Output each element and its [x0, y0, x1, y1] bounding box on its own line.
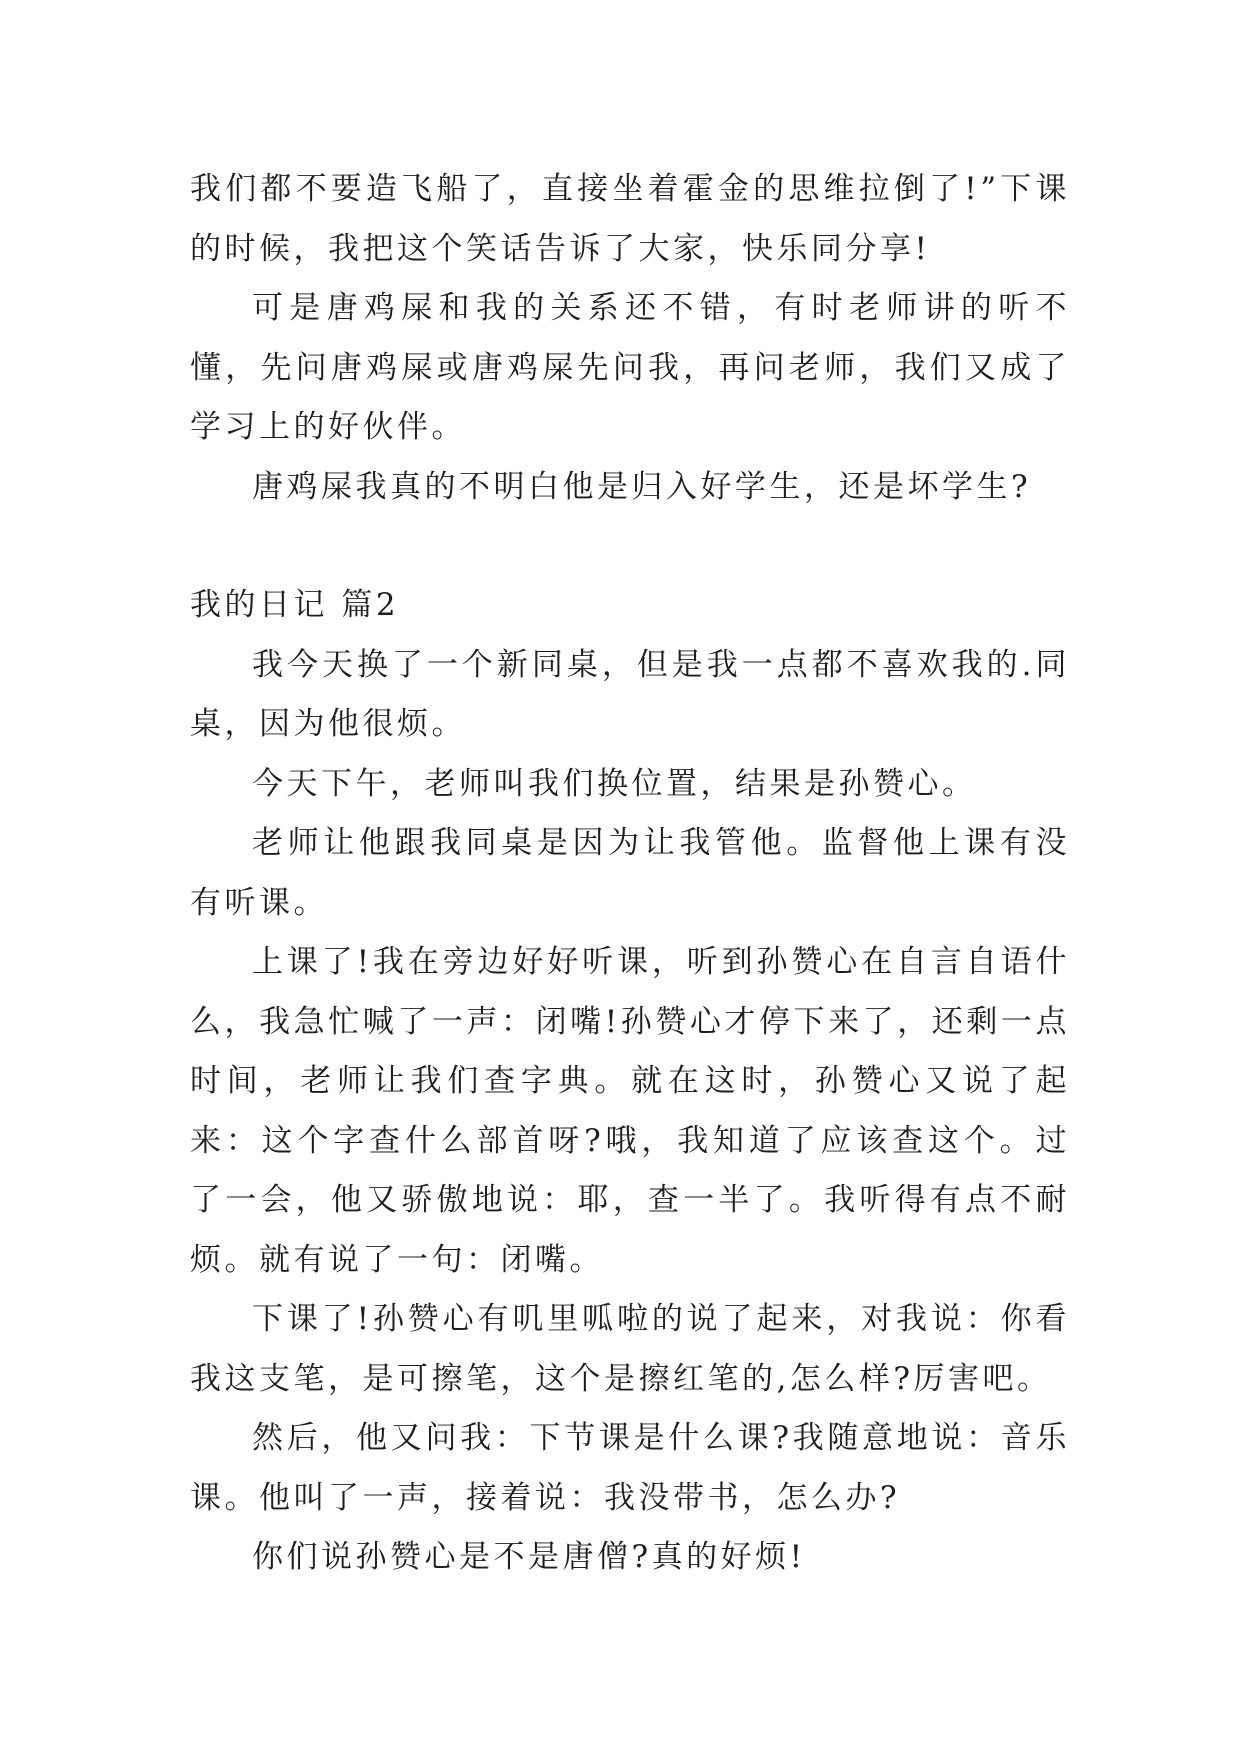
paragraph: 唐鸡屎我真的不明白他是归入好学生，还是坏学生? — [252, 468, 1032, 505]
paragraph: 可是唐鸡屎和我的关系还不错，有时老师讲的听不懂，先问唐鸡屎或唐鸡屎先问我，再问老师，我们又成了学习上的好伙伴。 — [190, 290, 1070, 445]
paragraph: 然后，他又问我：下节课是什么课?我随意地说：音乐课。他叫了一声，接着说：我没带书，怎么办? — [190, 1420, 1070, 1516]
paragraph: 老师让他跟我同桌是因为让我管他。监督他上课有没有听课。 — [190, 825, 1070, 921]
section-heading: 我的日记 篇2 — [190, 587, 400, 623]
paragraph: 今天下午，老师叫我们换位置，结果是孙赞心。 — [252, 765, 977, 802]
paragraph: 我今天换了一个新同桌，但是我一点都不喜欢我的.同桌，因为他很烦。 — [190, 646, 1070, 742]
paragraph: 下课了!孙赞心有叽里呱啦的说了起来，对我说：你看我这支笔，是可擦笔，这个是擦红笔的,怎么样?厉害吧。 — [190, 1301, 1070, 1397]
paragraph: 你们说孙赞心是不是唐僧?真的好烦! — [252, 1539, 806, 1575]
section-gap — [190, 517, 1070, 576]
document-body — [190, 160, 1070, 1588]
paragraph: 我们都不要造飞船了，直接坐着霍金的思维拉倒了!”下课的时候，我把这个笑话告诉了大家，快乐同分享! — [190, 171, 1070, 267]
paragraph: 上课了!我在旁边好好听课，听到孙赞心在自言自语什么，我急忙喊了一声：闭嘴!孙赞心才停下来了，还剩一点时间，老师让我们查字典。就在这时，孙赞心又说了起来：这个字查什么部首呀?哦，我知道了应该查这个。过了一会，他又骄傲地说：耶，查一半了。我听得有点不耐烦。就有说了一句：闭嘴。 — [190, 944, 1070, 1278]
